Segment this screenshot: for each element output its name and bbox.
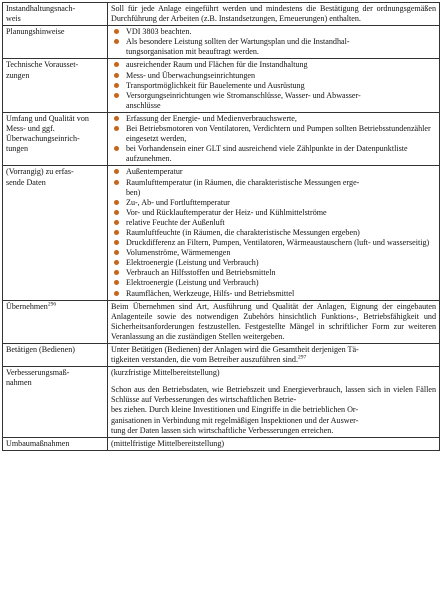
row-label bbox=[3, 59, 108, 112]
bullet-list bbox=[111, 167, 436, 298]
content-text: Soll für jede Anlage eingeführt werden und mindestens die Bestätigung der ordnungsgemäßen Durchführung der Arbeiten (z.B. Instandsetzungen, Erneuerungen) enthalten. bbox=[111, 4, 436, 24]
label-text: Umbaumaßnahmen bbox=[6, 438, 70, 448]
document-page bbox=[2, 2, 440, 451]
list-item: Außentemperatur bbox=[111, 167, 436, 177]
list-item: Erfassung der Energie- und Medienverbrauchswerte, bbox=[111, 114, 436, 124]
list-item: Bei Betriebsmotoren von Ventilatoren, Verdichtern und Pumpen sollten Betriebsstundenzähler eingesetzt werden, bbox=[111, 124, 436, 144]
label-text: Übernehmen bbox=[6, 301, 48, 311]
list-item: Als besondere Leistung sollten der Wartungsplan und die Instandhal- tungsorganisation mit beauftragt werden. bbox=[111, 37, 436, 57]
list-item: Raumlufttemperatur (in Räumen, die charakteristische Messungen erge- ben) bbox=[111, 178, 436, 198]
bullet-icon bbox=[114, 230, 119, 235]
bullet-icon bbox=[114, 73, 119, 78]
row-content bbox=[108, 26, 440, 59]
row-label bbox=[3, 3, 108, 26]
footnote-ref: 297 bbox=[298, 354, 307, 361]
content-text: (mittelfristige Mittelbereitstellung) bbox=[111, 438, 225, 448]
content-text: Beim Übernehmen sind Art, Ausführung und Qualität der Anlagen, Eignung der eingebauten Anlagenteile sowie des notwendigen Zubehörs hinsichtlich Funktions-, Betriebsfähigkeit und Sicherheitsanforderungen festzustellen. Festgestellte Mängel in schriftlicher Form zur weiteren Veranlassung an die zuständigen Stellen weitergeben. bbox=[111, 301, 436, 341]
bullet-icon bbox=[114, 116, 119, 121]
label-text: Umfang und Qualität von Mess- und ggf. Überwachungseinrich- tungen bbox=[6, 113, 89, 154]
table-row bbox=[3, 59, 440, 112]
bullet-icon bbox=[114, 250, 119, 255]
bullet-list bbox=[111, 114, 436, 164]
label-text: Verbesserungsmaß- nahmen bbox=[6, 368, 70, 388]
spacer bbox=[111, 378, 436, 385]
table-row bbox=[3, 437, 440, 450]
list-item: ausreichender Raum und Flächen für die Instandhaltung bbox=[111, 60, 436, 70]
table-row bbox=[3, 166, 440, 300]
list-item: Raumluftfeuchte (in Räumen, die charakteristische Messungen ergeben) bbox=[111, 228, 436, 238]
row-content bbox=[108, 367, 440, 438]
list-item: Volumenströme, Wärmemengen bbox=[111, 248, 436, 258]
list-item: Druckdifferenz an Filtern, Pumpen, Ventilatoren, Wärmeaustauschern (luft- und wasserseitig) bbox=[111, 238, 436, 248]
row-content bbox=[108, 344, 440, 367]
bullet-icon bbox=[114, 291, 119, 296]
bullet-list bbox=[111, 60, 436, 110]
row-label bbox=[3, 300, 108, 343]
bullet-icon bbox=[114, 180, 119, 185]
row-content bbox=[108, 3, 440, 26]
row-content bbox=[108, 300, 440, 343]
row-label bbox=[3, 344, 108, 367]
bullet-icon bbox=[114, 210, 119, 215]
bullet-icon bbox=[114, 260, 119, 265]
table-row bbox=[3, 3, 440, 26]
table-row bbox=[3, 300, 440, 343]
list-item: Raumflächen, Werkzeuge, Hilfs- und Betriebsmittel bbox=[111, 289, 436, 299]
table-row bbox=[3, 344, 440, 367]
list-item: Elektroenergie (Leistung und Verbrauch) bbox=[111, 258, 436, 268]
row-content bbox=[108, 166, 440, 300]
list-item: bei Vorhandensein einer GLT sind ausreichend viele Zählpunkte in der Datenpunktliste aufzunehmen. bbox=[111, 144, 436, 164]
list-item: VDI 3803 beachten. bbox=[111, 27, 436, 37]
list-item: Vor- und Rücklauftemperatur der Heiz- und Kühlmittelströme bbox=[111, 208, 436, 218]
bullet-icon bbox=[114, 93, 119, 98]
bullet-icon bbox=[114, 29, 119, 34]
list-item: Transportmöglichkeit für Bauelemente und Ausrüstung bbox=[111, 81, 436, 91]
bullet-icon bbox=[114, 126, 119, 131]
row-content bbox=[108, 437, 440, 450]
label-text: (Vorrangig) zu erfas- sende Daten bbox=[6, 167, 74, 187]
row-label bbox=[3, 437, 108, 450]
table-row bbox=[3, 112, 440, 165]
bullet-icon bbox=[114, 62, 119, 67]
bullet-icon bbox=[114, 200, 119, 205]
maintenance-table bbox=[2, 2, 440, 451]
list-item: Verbrauch an Hilfsstoffen und Betriebsmitteln bbox=[111, 268, 436, 278]
bullet-icon bbox=[114, 83, 119, 88]
label-text: Technische Vorausset- zungen bbox=[6, 60, 79, 80]
list-item: Versorgungseinrichtungen wie Stromanschlüsse, Wasser- und Abwasser- anschlüsse bbox=[111, 91, 436, 111]
row-label bbox=[3, 367, 108, 438]
list-item: relative Feuchte der Außenluft bbox=[111, 218, 436, 228]
bullet-icon bbox=[114, 220, 119, 225]
label-text: Planungshinweise bbox=[6, 27, 65, 37]
content-text: Schon aus den Betriebsdaten, wie Betriebszeit und Energieverbrauch, lassen sich in vielen Fällen Schlüsse auf Verbesserungen des wirtschaftlichen Betrie- bes ziehen. Durch kleine Investitionen und Eingriffe in die betrieblichen Or- ganisationen in Verbindung mit regelmäßigen Inspektionen und der Auswer- tung der Daten lassen sich wirtschaftliche Verbesserungen erreichen. bbox=[111, 385, 436, 435]
table-row bbox=[3, 26, 440, 59]
list-item: Elektroenergie (Leistung und Verbrauch) bbox=[111, 278, 436, 288]
label-text: Betätigen (Bedienen) bbox=[6, 345, 75, 354]
bullet-icon bbox=[114, 146, 119, 151]
row-content bbox=[108, 112, 440, 165]
table-row bbox=[3, 367, 440, 438]
row-label bbox=[3, 166, 108, 300]
footnote-ref: 296 bbox=[47, 300, 57, 307]
bullet-icon bbox=[114, 39, 119, 44]
label-text: Instandhaltungsnach- weis bbox=[6, 4, 76, 24]
list-item: Mess- und Überwachungseinrichtungen bbox=[111, 71, 436, 81]
row-label bbox=[3, 112, 108, 165]
content-text: Unter Betätigen (Bedienen) der Anlagen wird die Gesamtheit derjenigen Tä- tigkeiten verstanden, die vom Betreiber auszuführen sind. bbox=[111, 345, 359, 365]
bullet-list bbox=[111, 27, 436, 57]
row-label bbox=[3, 26, 108, 59]
bullet-icon bbox=[114, 169, 119, 174]
list-item: Zu-, Ab- und Fortlufttemperatur bbox=[111, 198, 436, 208]
bullet-icon bbox=[114, 280, 119, 285]
row-content bbox=[108, 59, 440, 112]
bullet-icon bbox=[114, 240, 119, 245]
content-intro: (kurzfristige Mittelbereitstellung) bbox=[111, 368, 220, 378]
bullet-icon bbox=[114, 270, 119, 275]
